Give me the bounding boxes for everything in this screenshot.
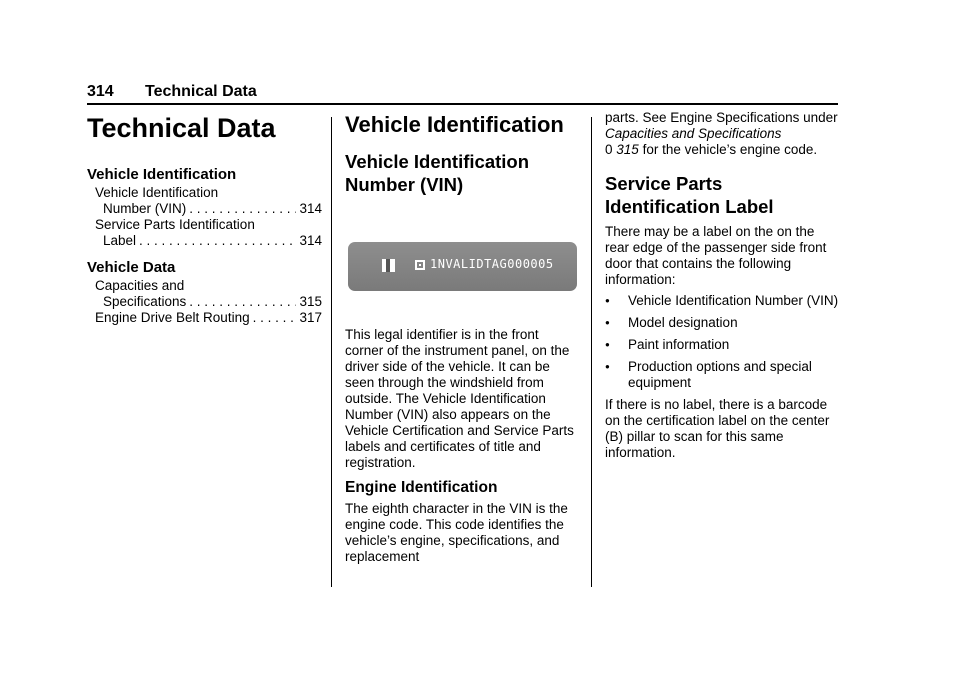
toc-entry-line: Vehicle Identification [95,185,219,200]
list-item: ● Vehicle Identification Number (VIN) [605,293,840,309]
service-parts-column [605,110,840,461]
toc-entry-continuation [95,233,322,249]
vehicle-identification-column [345,110,580,565]
list-item: ● Paint information [605,337,840,353]
toc-page-number: 315 [299,294,322,309]
chapter-contents-column [87,110,322,326]
toc-section-heading[interactable]: Vehicle Identification [87,166,237,183]
paragraph-text: for the vehicle’s engine code. [638,142,818,157]
toc-entry-line: Number (VIN) [103,201,187,216]
header-rule [87,103,838,105]
vin-plate-image [348,242,577,291]
list-item: ● Production options and special equipment [605,359,840,391]
engine-id-paragraph: The eighth character in the VIN is the engine code. This code identifies the vehicle’s engine, specifications, and replacement [345,501,568,564]
toc-entry-continuation [95,310,322,326]
section-title: Vehicle Identification [345,112,564,137]
barcode-icon [382,259,395,272]
toc-entry-vin[interactable] [87,185,322,217]
toc-entry-line: Service Parts Identification [95,217,255,232]
label-description: There may be a label on the on the rear edge of the passenger side front door that contains the following information: [605,224,827,287]
page-reference[interactable]: 315 [616,142,639,157]
toc-entry-belt-routing[interactable] [87,310,322,326]
toc-entry-continuation [95,294,322,310]
toc-section-heading[interactable]: Vehicle Data [87,259,176,276]
cross-reference-link[interactable]: Capacities and Specifications [605,126,782,141]
leader-dots [253,310,297,326]
leader-dots [189,201,296,217]
leader-dots [189,294,296,310]
toc-entry-line: Specifications [103,294,187,309]
toc-page-number: 317 [299,310,322,325]
toc-page-number: 314 [299,201,322,216]
subsection-title: Service Parts Identification Label [605,173,774,217]
vin-plate-text: 1NVALIDTAG000005 [430,257,554,271]
toc-page-number: 314 [299,233,322,248]
column-divider [591,117,592,587]
toc-entry-service-parts-label[interactable] [87,217,322,249]
toc-entry-continuation [95,201,322,217]
chapter-title: Technical Data [87,113,276,143]
toc-entry-line: Engine Drive Belt Routing [95,310,250,325]
paragraph-text: parts. See Engine Specifications under [605,110,838,125]
page-header [87,83,838,103]
subsection-title: Vehicle Identification Number (VIN) [345,151,530,195]
vin-description: This legal identifier is in the front corner of the instrument panel, on the driver side of the vehicle. It can be seen through the windshield from outside. The Vehicle Identification Number (VIN) also appears on the Vehicle Certification and Service Parts labels and certificates of title and registration. [345,327,574,470]
page-number: 314 [87,83,114,100]
page-reference-arrow-icon: 0 [605,142,613,157]
header-title: Technical Data [145,83,257,100]
square-symbol-icon [415,260,425,270]
toc-entry-line: Label [103,233,137,248]
continued-paragraph [605,110,840,158]
toc-entry-line: Capacities and [95,278,185,293]
column-divider [331,117,332,587]
info-list [605,293,840,391]
list-item: ● Model designation [605,315,840,331]
toc-entry-capacities[interactable] [87,278,322,310]
barcode-paragraph: If there is no label, there is a barcode on the certification label on the center (B) pillar to scan for this same information. [605,397,830,460]
leader-dots [139,233,296,249]
subheading: Engine Identification [345,479,498,496]
